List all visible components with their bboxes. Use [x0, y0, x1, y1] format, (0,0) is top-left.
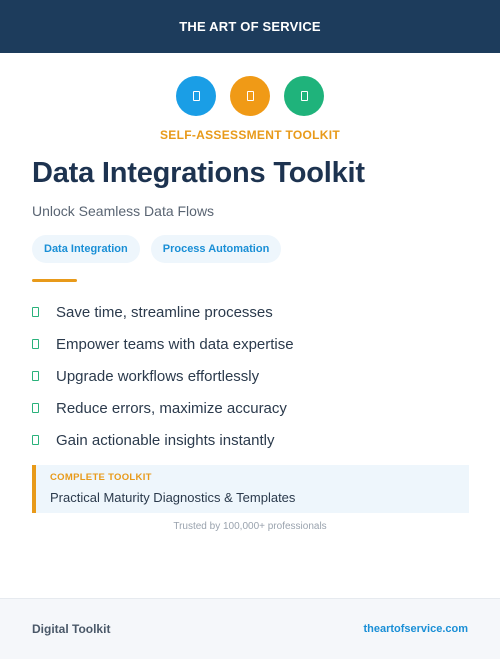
- list-item: [32, 296, 472, 328]
- benefit-text: Save time, streamline processes: [56, 303, 273, 321]
- footer: [0, 598, 500, 659]
- benefit-text: Reduce errors, maximize accuracy: [56, 399, 287, 417]
- checkbox-icon: [32, 371, 39, 381]
- benefit-list: [32, 296, 472, 456]
- checkbox-icon: [32, 403, 39, 413]
- document-icon: [247, 91, 254, 101]
- benefit-text: Empower teams with data expertise: [56, 335, 294, 353]
- benefit-text: Upgrade workflows effortlessly: [56, 367, 260, 385]
- tag-process-automation: Process Automation: [151, 235, 282, 263]
- document-icon: [301, 91, 308, 101]
- tag-data-integration: Data Integration: [32, 235, 140, 263]
- green-circle-badge: [284, 76, 324, 116]
- website-link[interactable]: theartofservice.com: [363, 623, 468, 635]
- callout-text: Practical Maturity Diagnostics & Templates: [50, 490, 296, 505]
- page-title: Data Integrations Toolkit: [32, 157, 365, 189]
- callout-label: COMPLETE TOOLKIT: [50, 472, 152, 483]
- icon-row: [0, 76, 500, 116]
- list-item: [32, 328, 472, 360]
- subtitle: Unlock Seamless Data Flows: [32, 203, 215, 219]
- kicker-label: SELF-ASSESSMENT TOOLKIT: [159, 128, 341, 142]
- brand-name: THE ART OF SERVICE: [179, 19, 321, 34]
- header-bar: [0, 0, 500, 53]
- accent-divider: [32, 279, 77, 282]
- blue-circle-badge: [176, 76, 216, 116]
- checkbox-icon: [32, 339, 39, 349]
- list-item: [32, 392, 472, 424]
- tag-list: [32, 235, 281, 263]
- footer-label: Digital Toolkit: [32, 622, 111, 636]
- benefit-text: Gain actionable insights instantly: [56, 431, 275, 449]
- trust-note: Trusted by 100,000+ professionals: [173, 521, 327, 532]
- list-item: [32, 424, 472, 456]
- document-icon: [193, 91, 200, 101]
- checkbox-icon: [32, 435, 39, 445]
- list-item: [32, 360, 472, 392]
- complete-toolkit-callout: [32, 465, 469, 513]
- orange-circle-badge: [230, 76, 270, 116]
- checkbox-icon: [32, 307, 39, 317]
